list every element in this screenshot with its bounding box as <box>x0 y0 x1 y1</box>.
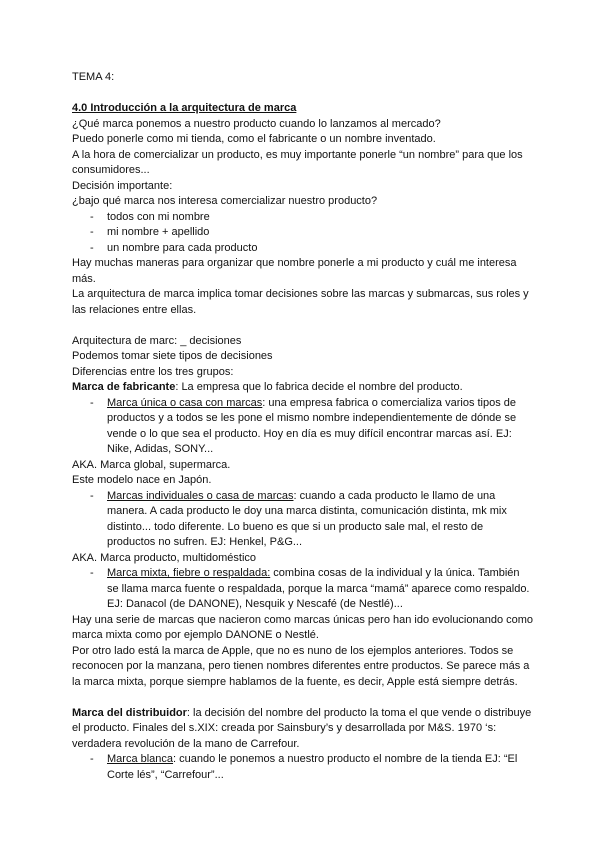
paragraph: A la hora de comercializar un producto, es muy importante ponerle “un nombre” para que los consumidores... <box>72 148 523 176</box>
term-label: Marca de fabricante <box>72 381 176 393</box>
paragraph: Diferencias entre los tres grupos: <box>72 365 234 378</box>
spacer <box>72 86 534 102</box>
paragraph: La arquitectura de marca implica tomar decisiones sobre las marcas y submarcas, sus roles y las relaciones entre ellas. <box>72 288 529 316</box>
paragraph: Arquitectura de marc: _ decisiones <box>72 334 242 347</box>
paragraph: Marca de fabricante: La empresa que lo fabrica decide el nombre del producto. <box>72 381 463 393</box>
paragraph: Hay muchas maneras para organizar que nombre ponerle a mi producto y cuál me interesa más. <box>72 257 517 285</box>
section-heading: 4.0 Introducción a la arquitectura de marca <box>72 102 297 114</box>
paragraph: ¿Qué marca ponemos a nuestro producto cuando lo lanzamos al mercado? <box>72 117 441 130</box>
paragraph: Este modelo nace en Japón. <box>72 474 212 486</box>
list-item: - mi nombre + apellido <box>90 226 210 238</box>
list-item: - un nombre para cada producto <box>90 241 258 254</box>
paragraph: Marca del distribuidor: la decisión del nombre del producto la toma el que vende o distribuye el producto. Finales del s.XIX: creada por Sainsbury’s y desarrollada por M&S. 1970 ‘s: verdadera revolución de la mano de Carrefour. <box>72 706 532 750</box>
paragraph: Podemos tomar siete tipos de decisiones <box>72 350 273 362</box>
definition-list <box>72 396 534 458</box>
definition-list <box>72 752 534 783</box>
paragraph: Puedo ponerle como mi tienda, como el fabricante o un nombre inventado. <box>72 133 436 145</box>
term-label: Marcas individuales o casa de marcas <box>107 489 294 502</box>
paragraph: Por otro lado está la marca de Apple, que no es nuno de los ejemplos anteriores. Todos se reconocen por la manzana, pero tienen nombres diferentes entre productos. Se parece más a la marca mixta, porque siempre hablamos de la fuente, es decir, Apple está siempre detrás. <box>72 644 530 688</box>
options-list <box>72 210 534 257</box>
term-label: Marca mixta, fiebre o respaldada: <box>107 567 271 579</box>
list-item: - Marcas individuales o casa de marcas: cuando a cada producto le llamo de una manera. A cada producto le doy una marca distinta, comunicación distinta, mk mix distinto... todo diferente. Lo bueno es que si un producto sale mal, el resto de productos no sufren. EJ: Henkel, P&G... <box>90 489 507 548</box>
paragraph: Hay una serie de marcas que nacieron como marcas únicas pero han ido evolucionando como marca mixta como por ejemplo DANONE o Nestlé. <box>72 613 534 641</box>
list-item: - Marca blanca: cuando le ponemos a nuestro producto el nombre de la tienda EJ: “El Corte lés”, “Carrefour”... <box>90 753 518 781</box>
definition-list <box>72 489 534 551</box>
paragraph: ¿bajo qué marca nos interesa comercializar nuestro producto? <box>72 195 378 207</box>
spacer <box>72 318 534 334</box>
list-item: - Marca mixta, fiebre o respaldada: combina cosas de la individual y la única. También se llama marca fuente o respaldada, porque la marca “mamá” aparece como respaldo. EJ: Danacol (de DANONE), Nesquik y Nescafé (de Nestlé)... <box>90 567 530 610</box>
list-item: - todos con mi nombre <box>90 210 210 223</box>
paragraph: Decisión importante: <box>72 179 173 192</box>
document-content <box>72 70 534 783</box>
term-label: Marca única o casa con marcas <box>107 396 263 409</box>
document-title: TEMA 4: <box>72 71 115 83</box>
paragraph: AKA. Marca global, supermarca. <box>72 458 231 471</box>
paragraph: AKA. Marca producto, multidoméstico <box>72 551 257 564</box>
definition-list <box>72 566 534 613</box>
list-item: - Marca única o casa con marcas: una empresa fabrica o comercializa varios tipos de productos y a todos se les pone el mismo nombre independientemente de dónde se vende o lo que sea el producto. Hoy en día es muy difícil encontrar marcas así. EJ: Nike, Adidas, SONY... <box>90 396 517 455</box>
term-label: Marca blanca <box>107 753 174 765</box>
term-label: Marca del distribuidor <box>72 706 187 719</box>
spacer <box>72 690 534 706</box>
